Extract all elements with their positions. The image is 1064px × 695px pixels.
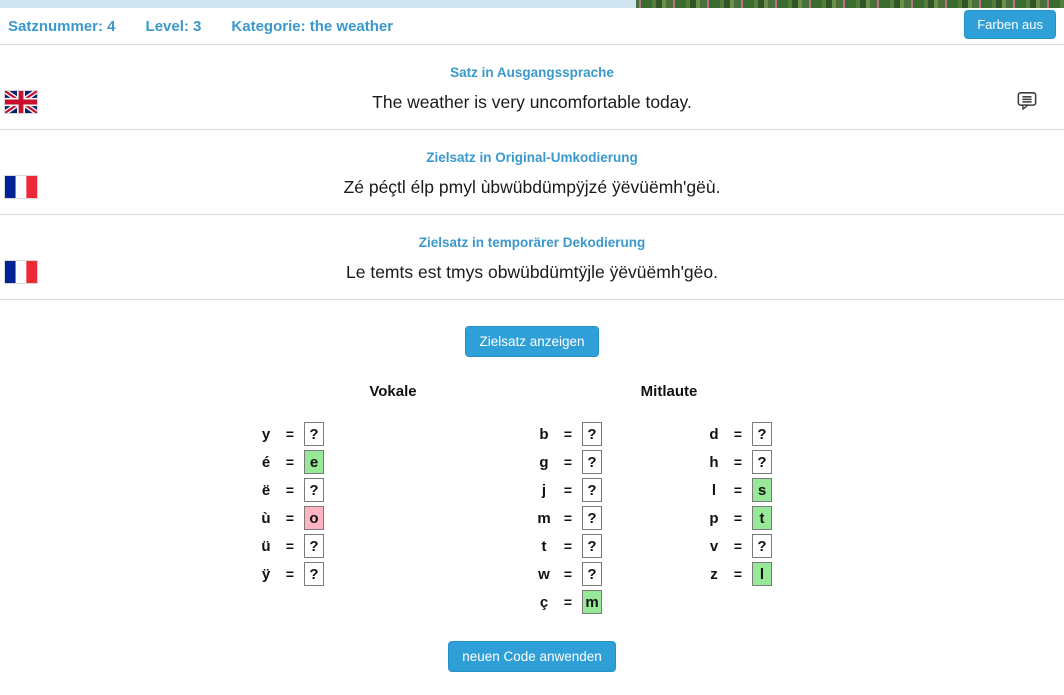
vokale-header: Vokale: [369, 383, 417, 400]
source-sentence-text: The weather is very uncomfortable today.: [372, 92, 692, 112]
mapping-row: [533, 476, 602, 504]
equals-sign: =: [285, 538, 295, 554]
equals-sign: =: [563, 566, 573, 582]
original-encoding-text: Zé péçtl élp pmyl ùbwübdümpÿjzé ÿëvüëmh'gëù.: [343, 177, 721, 197]
source-sentence-section: [0, 45, 1064, 130]
mapping-row: [255, 504, 324, 532]
mapping-row: [533, 504, 602, 532]
mapping-cell[interactable]: o: [304, 506, 324, 530]
mapping-cell[interactable]: m: [582, 590, 602, 614]
source-letter: ÿ: [261, 565, 271, 583]
equals-sign: =: [285, 482, 295, 498]
equals-sign: =: [733, 482, 743, 498]
mapping-cell[interactable]: ?: [304, 562, 324, 586]
level-field: Level: 3: [145, 17, 202, 35]
equals-sign: =: [285, 426, 295, 442]
mapping-cell[interactable]: t: [752, 506, 772, 530]
equals-sign: =: [733, 510, 743, 526]
mapping-row: [255, 476, 324, 504]
mapping-cell[interactable]: s: [752, 478, 772, 502]
source-letter: d: [709, 425, 719, 443]
source-letter: m: [537, 509, 551, 527]
mapping-cell[interactable]: ?: [752, 534, 772, 558]
show-target-area: [0, 326, 1064, 357]
mapping-row: [533, 532, 602, 560]
original-encoding-section: [0, 130, 1064, 215]
mapping-cell[interactable]: ?: [752, 450, 772, 474]
mapping-row: [703, 448, 772, 476]
vokale-column: [255, 420, 324, 588]
mapping-cell[interactable]: ?: [304, 422, 324, 446]
source-letter: h: [709, 453, 719, 471]
source-letter: ç: [539, 593, 549, 611]
mapping-row: [703, 420, 772, 448]
temporary-decoding-text: Le temts est tmys obwübdümtÿjle ÿëvüëmh'gëo.: [346, 262, 718, 282]
zielsatz-anzeigen-button[interactable]: Zielsatz anzeigen: [465, 326, 598, 357]
source-letter: p: [709, 509, 719, 527]
mapping-cell[interactable]: ?: [752, 422, 772, 446]
mapping-cell[interactable]: ?: [582, 562, 602, 586]
uk-flag-icon: [5, 91, 37, 113]
source-letter: g: [539, 453, 549, 471]
comment-bubble-icon[interactable]: [1016, 91, 1038, 111]
mapping-cell[interactable]: ?: [582, 450, 602, 474]
source-letter: v: [709, 537, 719, 555]
temporary-decoding-heading: Zielsatz in temporärer Dekodierung: [418, 235, 646, 250]
equals-sign: =: [733, 566, 743, 582]
source-letter: ë: [261, 481, 271, 499]
apply-code-area: [0, 641, 1064, 672]
mapping-cell[interactable]: ?: [582, 422, 602, 446]
mapping-row: [533, 560, 602, 588]
equals-sign: =: [733, 426, 743, 442]
source-letter: l: [711, 481, 717, 499]
letter-mapping-area: [0, 383, 1064, 631]
equals-sign: =: [563, 454, 573, 470]
source-letter: y: [261, 425, 271, 443]
mapping-cell[interactable]: ?: [582, 478, 602, 502]
source-letter: é: [261, 453, 271, 471]
equals-sign: =: [733, 454, 743, 470]
mitlaute-column-2: [703, 420, 772, 588]
mapping-row: [255, 532, 324, 560]
mapping-row: [703, 560, 772, 588]
france-flag-icon: [5, 261, 37, 283]
neuen-code-anwenden-button[interactable]: neuen Code anwenden: [448, 641, 616, 672]
france-flag-icon: [5, 176, 37, 198]
source-letter: b: [539, 425, 549, 443]
mapping-row: [703, 504, 772, 532]
mapping-row: [533, 448, 602, 476]
mapping-row: [255, 448, 324, 476]
kategorie-field: Kategorie: the weather: [231, 17, 394, 35]
mapping-cell[interactable]: l: [752, 562, 772, 586]
source-letter: w: [538, 565, 550, 583]
source-letter: j: [541, 481, 547, 499]
mapping-row: [255, 560, 324, 588]
mitlaute-header: Mitlaute: [640, 383, 698, 400]
mitlaute-column-1: [533, 420, 602, 616]
equals-sign: =: [563, 594, 573, 610]
mapping-row: [703, 476, 772, 504]
equals-sign: =: [285, 510, 295, 526]
mapping-row: [703, 532, 772, 560]
equals-sign: =: [285, 454, 295, 470]
mapping-cell[interactable]: ?: [582, 506, 602, 530]
source-letter: ü: [261, 537, 271, 555]
equals-sign: =: [563, 482, 573, 498]
equals-sign: =: [563, 426, 573, 442]
mapping-row: [533, 588, 602, 616]
mapping-cell[interactable]: ?: [304, 478, 324, 502]
mapping-cell[interactable]: ?: [304, 534, 324, 558]
satznummer-field: Satznummer: 4: [8, 17, 116, 35]
equals-sign: =: [563, 538, 573, 554]
mapping-cell[interactable]: e: [304, 450, 324, 474]
mapping-row: [255, 420, 324, 448]
source-letter: t: [541, 537, 547, 555]
equals-sign: =: [563, 510, 573, 526]
page-background-strip: [0, 0, 1064, 8]
source-letter: ù: [261, 509, 271, 527]
farben-aus-button[interactable]: Farben aus: [964, 10, 1056, 39]
topbar: [0, 8, 1064, 45]
equals-sign: =: [285, 566, 295, 582]
equals-sign: =: [733, 538, 743, 554]
temporary-decoding-section: [0, 215, 1064, 300]
mapping-row: [533, 420, 602, 448]
original-encoding-heading: Zielsatz in Original-Umkodierung: [426, 150, 638, 165]
source-sentence-heading: Satz in Ausgangssprache: [450, 65, 614, 80]
source-letter: z: [710, 565, 718, 583]
mapping-cell[interactable]: ?: [582, 534, 602, 558]
